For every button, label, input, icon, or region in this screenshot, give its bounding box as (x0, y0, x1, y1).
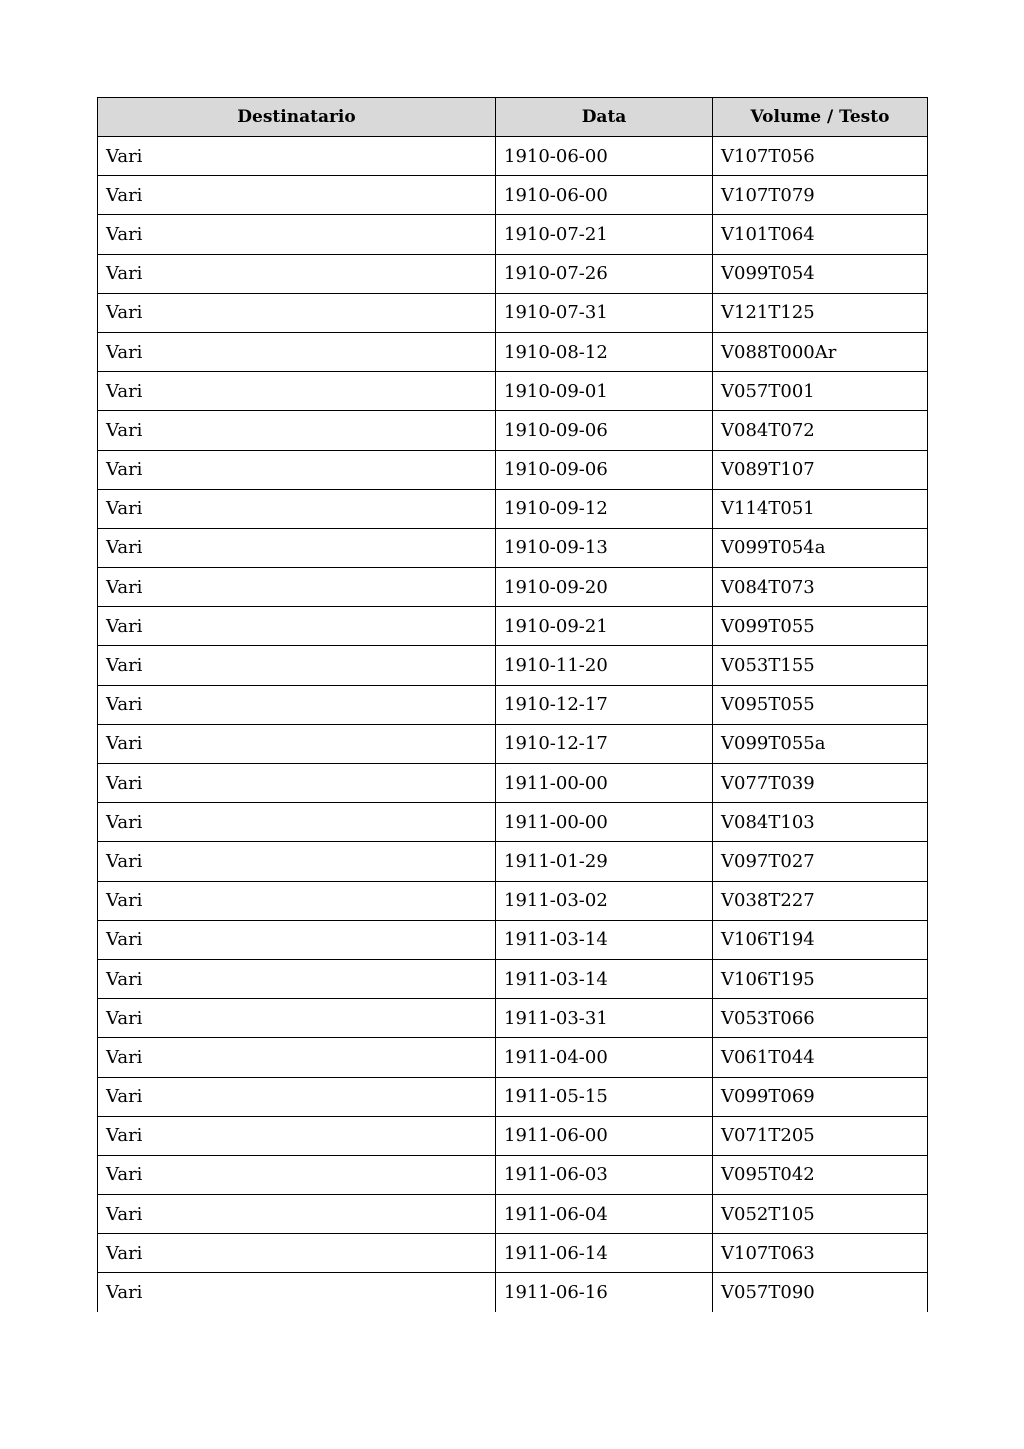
table-row (98, 607, 928, 646)
cell-volume-testo: V121T125 (713, 293, 928, 332)
cell-volume-testo: V052T105 (713, 1195, 928, 1234)
table-row (98, 293, 928, 332)
cell-destinatario: Vari (98, 920, 496, 959)
cell-volume-testo: V053T155 (713, 646, 928, 685)
table-row (98, 999, 928, 1038)
cell-destinatario: Vari (98, 607, 496, 646)
cell-destinatario: Vari (98, 215, 496, 254)
cell-data: 1910-12-17 (496, 724, 713, 763)
cell-data: 1911-06-03 (496, 1155, 713, 1194)
cell-destinatario: Vari (98, 176, 496, 215)
cell-volume-testo: V101T064 (713, 215, 928, 254)
cell-data: 1910-07-21 (496, 215, 713, 254)
cell-data: 1910-09-21 (496, 607, 713, 646)
cell-data: 1911-06-14 (496, 1234, 713, 1273)
cell-data: 1911-00-00 (496, 764, 713, 803)
cell-volume-testo: V057T001 (713, 372, 928, 411)
cell-destinatario: Vari (98, 685, 496, 724)
cell-volume-testo: V099T054a (713, 528, 928, 567)
table-row (98, 411, 928, 450)
table-row (98, 528, 928, 567)
cell-volume-testo: V089T107 (713, 450, 928, 489)
cell-data: 1911-05-15 (496, 1077, 713, 1116)
cell-destinatario: Vari (98, 1234, 496, 1273)
cell-destinatario: Vari (98, 724, 496, 763)
cell-volume-testo: V095T055 (713, 685, 928, 724)
cell-volume-testo: V099T069 (713, 1077, 928, 1116)
header-data: Data (496, 98, 713, 137)
cell-destinatario: Vari (98, 411, 496, 450)
cell-destinatario: Vari (98, 646, 496, 685)
header-row (98, 98, 928, 137)
table-row (98, 764, 928, 803)
cell-destinatario: Vari (98, 137, 496, 176)
cell-data: 1910-07-31 (496, 293, 713, 332)
cell-volume-testo: V107T056 (713, 137, 928, 176)
cell-volume-testo: V038T227 (713, 881, 928, 920)
cell-data: 1910-09-06 (496, 450, 713, 489)
cell-data: 1911-04-00 (496, 1038, 713, 1077)
cell-data: 1910-09-06 (496, 411, 713, 450)
cell-destinatario: Vari (98, 293, 496, 332)
table-row (98, 1155, 928, 1194)
table-row (98, 332, 928, 371)
table-row (98, 1195, 928, 1234)
cell-data: 1910-07-26 (496, 254, 713, 293)
table-row (98, 1116, 928, 1155)
cell-volume-testo: V084T072 (713, 411, 928, 450)
cell-data: 1910-09-12 (496, 489, 713, 528)
table-row (98, 254, 928, 293)
cell-volume-testo: V061T044 (713, 1038, 928, 1077)
cell-data: 1911-06-00 (496, 1116, 713, 1155)
cell-destinatario: Vari (98, 332, 496, 371)
cell-data: 1910-09-20 (496, 568, 713, 607)
cell-destinatario: Vari (98, 999, 496, 1038)
table-header (98, 98, 928, 137)
cell-data: 1910-09-01 (496, 372, 713, 411)
cell-data: 1910-09-13 (496, 528, 713, 567)
cell-volume-testo: V107T079 (713, 176, 928, 215)
cell-data: 1911-03-14 (496, 959, 713, 998)
cell-destinatario: Vari (98, 1116, 496, 1155)
table-row (98, 842, 928, 881)
table-row (98, 646, 928, 685)
cell-data: 1911-03-31 (496, 999, 713, 1038)
cell-destinatario: Vari (98, 842, 496, 881)
cell-volume-testo: V071T205 (713, 1116, 928, 1155)
cell-destinatario: Vari (98, 254, 496, 293)
table-row (98, 137, 928, 176)
cell-data: 1910-08-12 (496, 332, 713, 371)
cell-data: 1910-12-17 (496, 685, 713, 724)
cell-destinatario: Vari (98, 489, 496, 528)
cell-destinatario: Vari (98, 450, 496, 489)
header-volume-testo: Volume / Testo (713, 98, 928, 137)
cell-volume-testo: V107T063 (713, 1234, 928, 1273)
cell-destinatario: Vari (98, 1155, 496, 1194)
cell-volume-testo: V097T027 (713, 842, 928, 881)
cell-data: 1910-06-00 (496, 176, 713, 215)
cell-volume-testo: V077T039 (713, 764, 928, 803)
table-row (98, 724, 928, 763)
cell-destinatario: Vari (98, 1038, 496, 1077)
cell-volume-testo: V106T194 (713, 920, 928, 959)
cell-destinatario: Vari (98, 803, 496, 842)
table-row (98, 568, 928, 607)
cell-data: 1911-03-14 (496, 920, 713, 959)
cell-data: 1911-06-04 (496, 1195, 713, 1234)
cell-data: 1911-00-00 (496, 803, 713, 842)
cell-destinatario: Vari (98, 1077, 496, 1116)
cell-destinatario: Vari (98, 1273, 496, 1312)
cell-destinatario: Vari (98, 372, 496, 411)
letters-table (97, 97, 928, 1312)
cell-volume-testo: V114T051 (713, 489, 928, 528)
cell-destinatario: Vari (98, 528, 496, 567)
table-row (98, 372, 928, 411)
table-row (98, 881, 928, 920)
cell-destinatario: Vari (98, 764, 496, 803)
table-row (98, 803, 928, 842)
table-body (98, 137, 928, 1313)
cell-destinatario: Vari (98, 1195, 496, 1234)
cell-data: 1911-06-16 (496, 1273, 713, 1312)
table-row (98, 920, 928, 959)
table-row (98, 959, 928, 998)
cell-volume-testo: V084T103 (713, 803, 928, 842)
cell-data: 1910-11-20 (496, 646, 713, 685)
table-row (98, 1038, 928, 1077)
table-row (98, 215, 928, 254)
cell-volume-testo: V099T055a (713, 724, 928, 763)
table-row (98, 1273, 928, 1312)
table-row (98, 685, 928, 724)
table-row (98, 450, 928, 489)
cell-data: 1911-01-29 (496, 842, 713, 881)
cell-volume-testo: V099T054 (713, 254, 928, 293)
cell-data: 1910-06-00 (496, 137, 713, 176)
cell-data: 1911-03-02 (496, 881, 713, 920)
table-row (98, 176, 928, 215)
cell-volume-testo: V084T073 (713, 568, 928, 607)
cell-volume-testo: V053T066 (713, 999, 928, 1038)
cell-destinatario: Vari (98, 568, 496, 607)
cell-volume-testo: V088T000Ar (713, 332, 928, 371)
cell-volume-testo: V057T090 (713, 1273, 928, 1312)
table-row (98, 1077, 928, 1116)
cell-destinatario: Vari (98, 881, 496, 920)
cell-volume-testo: V099T055 (713, 607, 928, 646)
cell-destinatario: Vari (98, 959, 496, 998)
cell-volume-testo: V095T042 (713, 1155, 928, 1194)
cell-volume-testo: V106T195 (713, 959, 928, 998)
table-row (98, 1234, 928, 1273)
header-destinatario: Destinatario (98, 98, 496, 137)
table-row (98, 489, 928, 528)
